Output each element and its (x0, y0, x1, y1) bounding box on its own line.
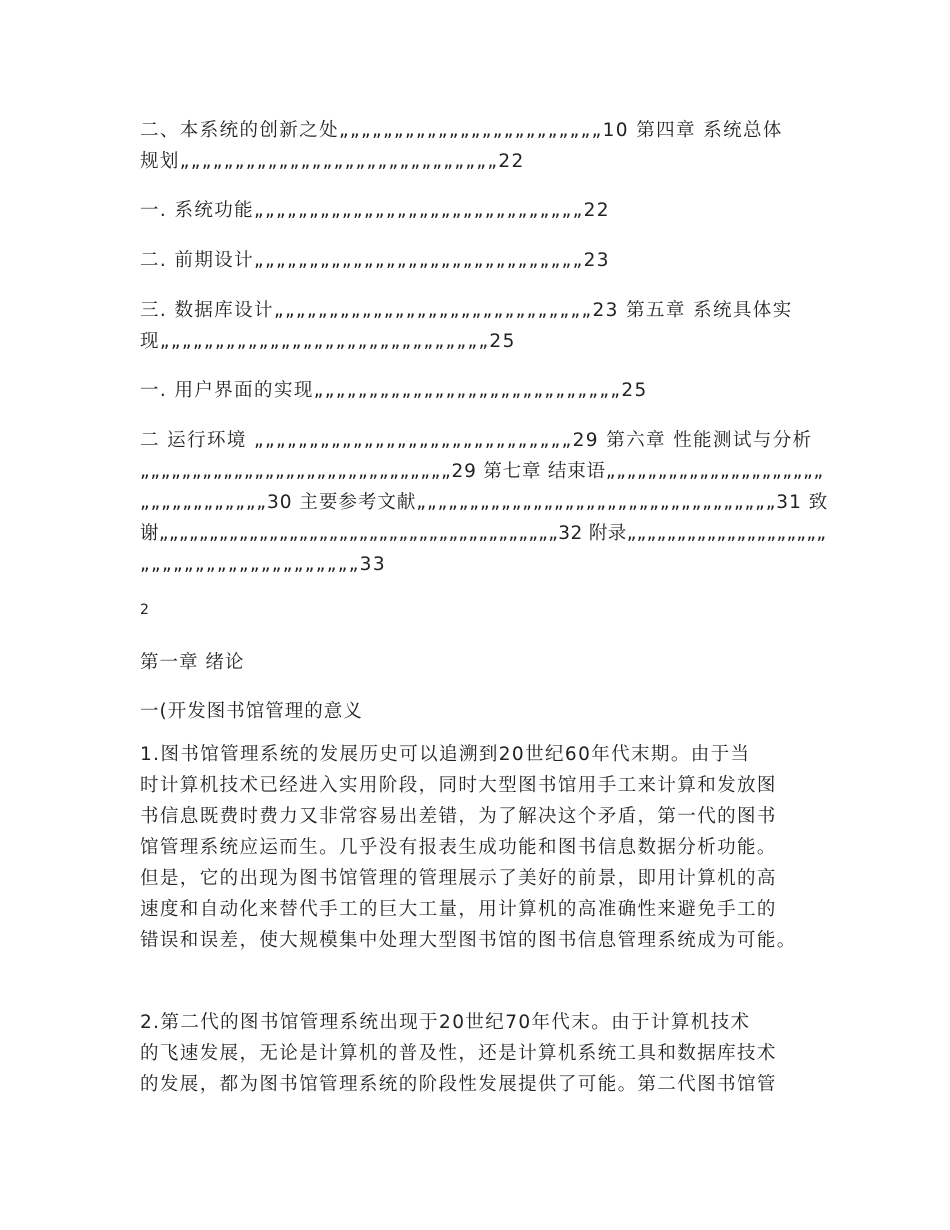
paragraph-line: 馆管理系统应运而生。几乎没有报表生成功能和图书信息数据分析功能。 (140, 837, 777, 858)
toc-line: „„„„„„„„„„„„„„„„„„„„„„„„„„„„„„29 第七章 结束语„„„„„„„„„„„„„„„„„„„„„ (140, 461, 824, 482)
toc-line: 二、本系统的创新之处„„„„„„„„„„„„„„„„„„„„„„„„10 第四章 系统总体 (140, 120, 783, 141)
chapter-title: 第一章 绪论 (140, 652, 245, 673)
paragraph-line: 速度和自动化来替代手工的巨大工量，用计算机的高准确性来避免手工的 (140, 899, 777, 920)
toc-line: 三. 数据库设计„„„„„„„„„„„„„„„„„„„„„„„„„„„„„23 第五章 系统具体实 (140, 300, 793, 321)
toc-line: „„„„„„„„„„„„„„„„„„„„33 (140, 554, 387, 575)
paragraph-line: 1.图书馆管理系统的发展历史可以追溯到20世纪60年代末期。由于当 (140, 744, 751, 765)
paragraph-line: 的发展，都为图书馆管理系统的阶段性发展提供了可能。第二代图书馆管 (140, 1074, 777, 1095)
paragraph-line: 书信息既费时费力又非常容易出差错，为了解决这个矛盾，第一代的图书 (140, 806, 777, 827)
toc-line: 二. 前期设计„„„„„„„„„„„„„„„„„„„„„„„„„„„„„„23 (140, 250, 610, 271)
section-title: 一(开发图书馆管理的意义 (140, 701, 363, 722)
toc-line: 谢„„„„„„„„„„„„„„„„„„„„„„„„„„„„„„„„„„„„„„„„32 附录„„„„„„„„„„„„„„„„„„„„ (140, 523, 827, 544)
paragraph-line: 2.第二代的图书馆管理系统出现于20世纪70年代末。由于计算机技术 (140, 1012, 751, 1033)
toc-line: 现„„„„„„„„„„„„„„„„„„„„„„„„„„„„„„25 (140, 331, 516, 352)
toc-line: 二 运行环境 „„„„„„„„„„„„„„„„„„„„„„„„„„„„„29 第六章 性能测试与分析 (140, 430, 813, 451)
toc-line: „„„„„„„„„„„„30 主要参考文献„„„„„„„„„„„„„„„„„„„„„„„„„„„„„„„„„„31 致 (140, 492, 829, 513)
paragraph-line: 时计算机技术已经进入实用阶段，同时大型图书馆用手工来计算和发放图 (140, 775, 777, 796)
paragraph-line: 的飞速发展，无论是计算机的普及性，还是计算机系统工具和数据库技术 (140, 1043, 777, 1064)
page-number: 2 (140, 602, 149, 618)
toc-line: 一. 系统功能„„„„„„„„„„„„„„„„„„„„„„„„„„„„„„22 (140, 200, 610, 221)
paragraph-line: 但是，它的出现为图书馆管理的管理展示了美好的前景，即用计算机的高 (140, 868, 777, 889)
toc-line: 一. 用户界面的实现„„„„„„„„„„„„„„„„„„„„„„„„„„„„25 (140, 380, 648, 401)
toc-line: 规划„„„„„„„„„„„„„„„„„„„„„„„„„„„„„22 (140, 151, 525, 172)
paragraph-line: 错误和误差，使大规模集中处理大型图书馆的图书信息管理系统成为可能。 (140, 930, 797, 951)
